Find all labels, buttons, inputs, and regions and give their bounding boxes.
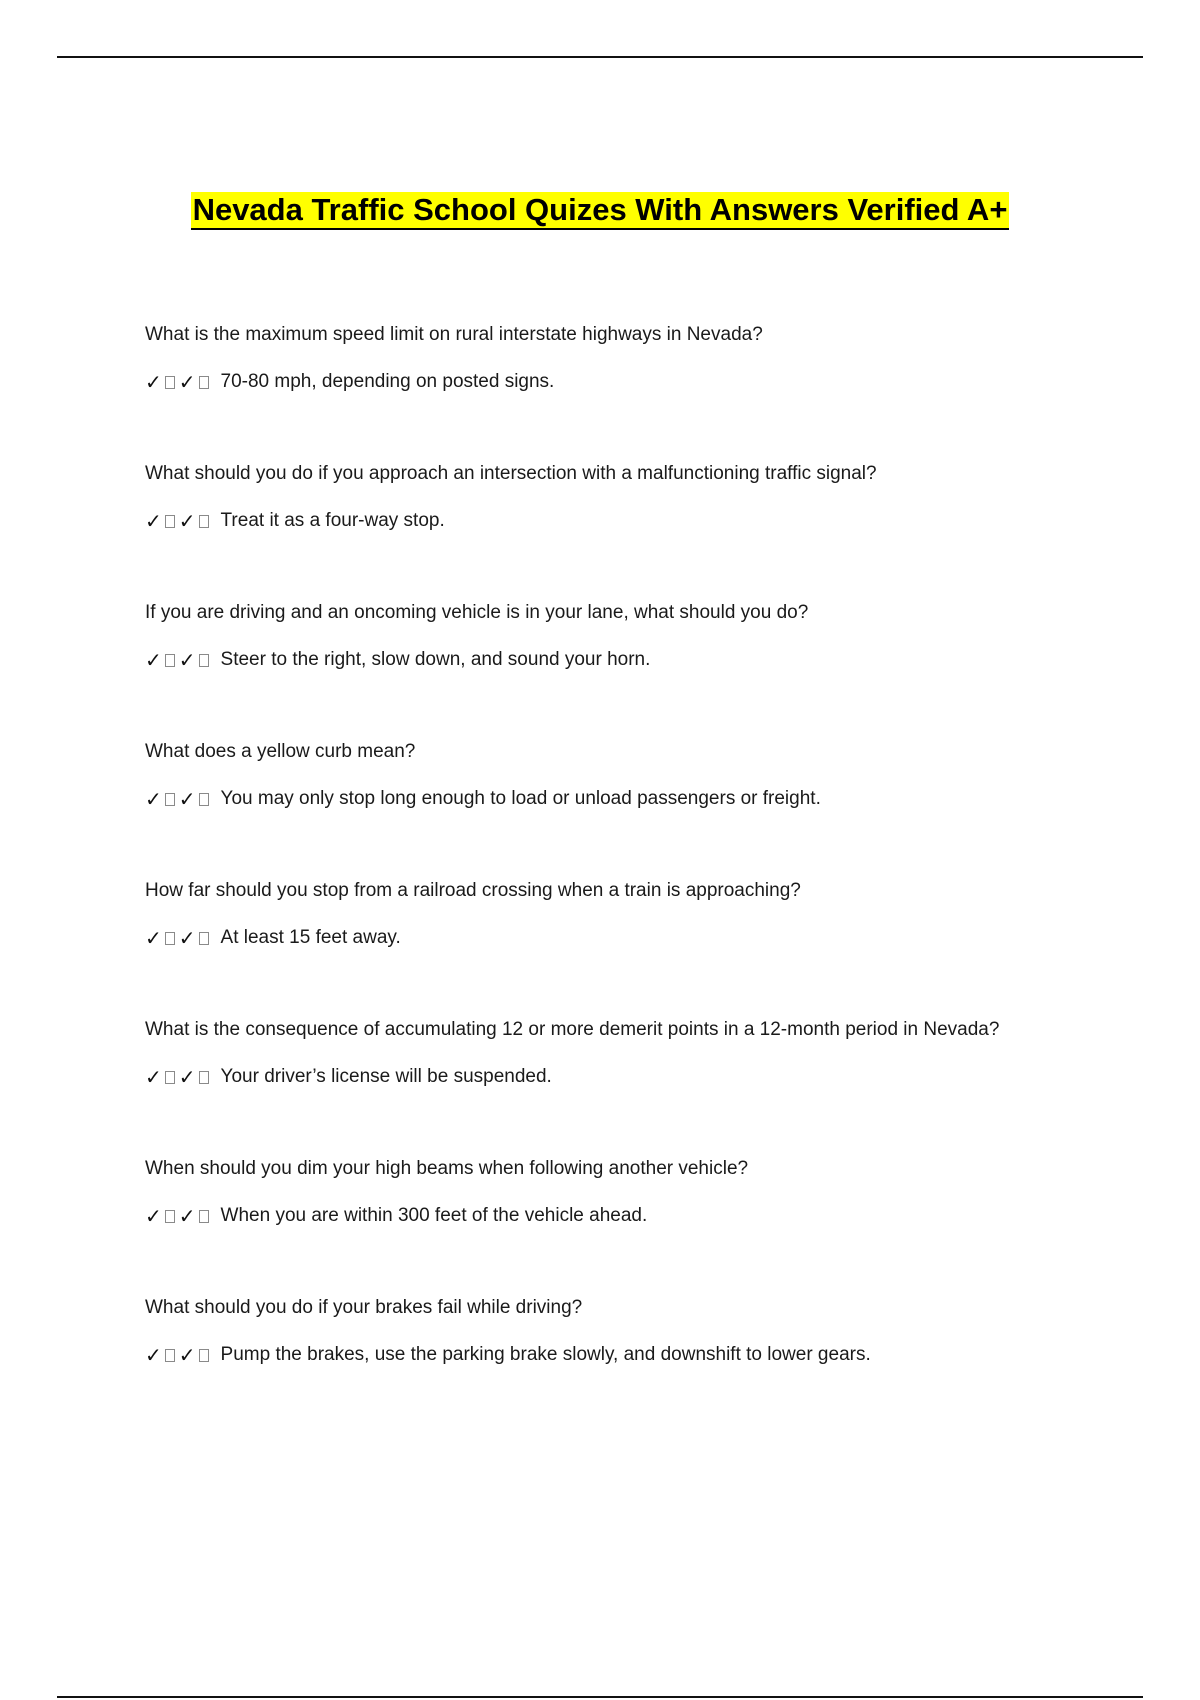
answer-text: When you are within 300 feet of the vehicle ahead. — [220, 1205, 648, 1226]
question-text: What is the consequence of accumulating 12 or more demerit points in a 12-month period in Nevada? — [145, 1019, 1000, 1040]
check-icon: ✓ — [145, 370, 162, 394]
answer-text: Steer to the right, slow down, and sound your horn. — [220, 649, 651, 670]
box-icon — [199, 1210, 209, 1223]
answer-text: 70-80 mph, depending on posted signs. — [220, 371, 555, 392]
box-icon — [165, 654, 175, 667]
qa-item — [145, 878, 1145, 1017]
box-icon — [165, 793, 175, 806]
check-icon: ✓ — [178, 370, 196, 394]
answer-marker — [145, 369, 213, 395]
box-icon — [199, 376, 209, 389]
box-icon — [199, 1071, 209, 1084]
check-icon: ✓ — [178, 648, 196, 672]
box-icon — [165, 515, 175, 528]
box-icon — [165, 1210, 175, 1223]
title-container — [0, 192, 1200, 230]
answer-line — [145, 1342, 1145, 1368]
answer-text: You may only stop long enough to load or unload passengers or freight. — [220, 788, 821, 809]
question-text: What should you do if your brakes fail while driving? — [145, 1297, 583, 1318]
document-title: Nevada Traffic School Quizes With Answers Verified A+ — [191, 192, 1010, 230]
check-icon: ✓ — [145, 787, 162, 811]
qa-item — [145, 322, 1145, 461]
check-icon: ✓ — [178, 926, 196, 950]
check-icon: ✓ — [145, 509, 162, 533]
answer-text: Treat it as a four-way stop. — [220, 510, 445, 531]
check-icon: ✓ — [145, 648, 162, 672]
answer-marker — [145, 786, 213, 812]
box-icon — [199, 1349, 209, 1362]
footer-rule — [57, 1696, 1143, 1698]
qa-item — [145, 1295, 1145, 1434]
answer-marker — [145, 1342, 213, 1368]
check-icon: ✓ — [145, 1343, 162, 1367]
answer-marker — [145, 647, 213, 673]
answer-line — [145, 1203, 1145, 1229]
answer-marker — [145, 508, 213, 534]
question-text: How far should you stop from a railroad crossing when a train is approaching? — [145, 880, 801, 901]
check-icon: ✓ — [145, 926, 162, 950]
box-icon — [165, 1071, 175, 1084]
question-text: If you are driving and an oncoming vehicle is in your lane, what should you do? — [145, 602, 809, 623]
box-icon — [199, 654, 209, 667]
check-icon: ✓ — [178, 1204, 196, 1228]
answer-line — [145, 508, 1145, 534]
answer-line — [145, 369, 1145, 395]
question-text: What is the maximum speed limit on rural interstate highways in Nevada? — [145, 324, 763, 345]
qa-item — [145, 600, 1145, 739]
qa-item — [145, 739, 1145, 878]
answer-line — [145, 786, 1145, 812]
box-icon — [165, 1349, 175, 1362]
answer-line — [145, 925, 1145, 951]
answer-line — [145, 647, 1145, 673]
qa-item — [145, 1156, 1145, 1295]
header-rule — [57, 56, 1143, 58]
check-icon: ✓ — [178, 509, 196, 533]
answer-marker — [145, 925, 213, 951]
qa-item — [145, 1017, 1145, 1156]
qa-item — [145, 461, 1145, 600]
question-text: When should you dim your high beams when following another vehicle? — [145, 1158, 749, 1179]
answer-line — [145, 1064, 1145, 1090]
box-icon — [199, 793, 209, 806]
answer-text: Your driver’s license will be suspended. — [220, 1066, 552, 1087]
box-icon — [199, 515, 209, 528]
box-icon — [165, 376, 175, 389]
answer-marker — [145, 1203, 213, 1229]
box-icon — [199, 932, 209, 945]
check-icon: ✓ — [178, 787, 196, 811]
check-icon: ✓ — [145, 1204, 162, 1228]
question-text: What should you do if you approach an intersection with a malfunctioning traffic signal? — [145, 463, 877, 484]
answer-marker — [145, 1064, 213, 1090]
answer-text: Pump the brakes, use the parking brake slowly, and downshift to lower gears. — [220, 1344, 871, 1365]
question-text: What does a yellow curb mean? — [145, 741, 416, 762]
answer-text: At least 15 feet away. — [220, 927, 401, 948]
check-icon: ✓ — [178, 1065, 196, 1089]
check-icon: ✓ — [145, 1065, 162, 1089]
check-icon: ✓ — [178, 1343, 196, 1367]
box-icon — [165, 932, 175, 945]
qa-list — [145, 322, 1145, 1434]
